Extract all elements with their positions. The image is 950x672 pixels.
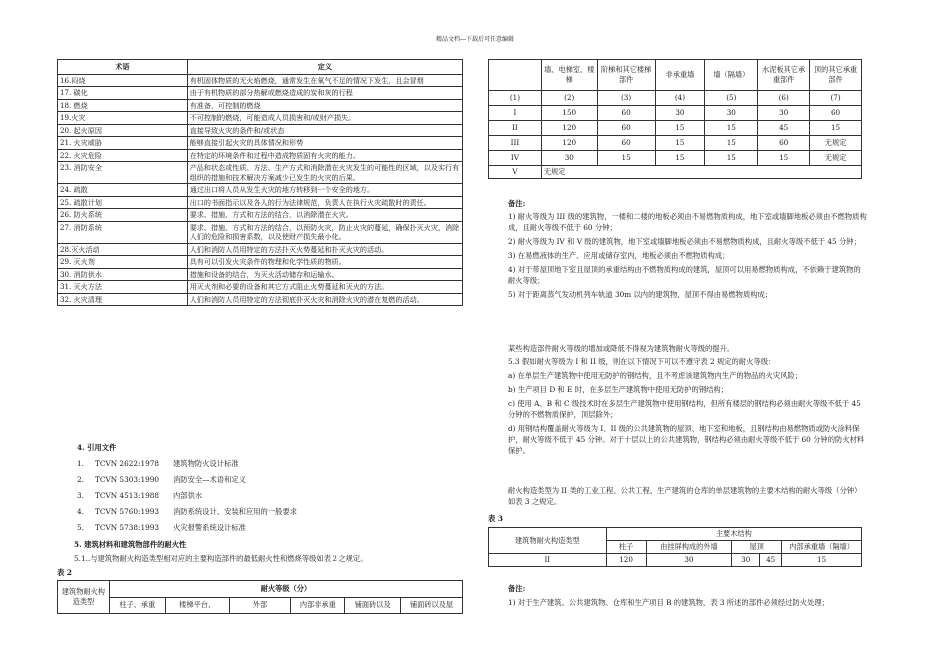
rating-header-row-cell: 非承重墙 (655, 60, 705, 91)
rating-row-cell: 30 (655, 106, 705, 121)
ref-title: 火灾报警系统设计标准 (173, 523, 246, 532)
terms-row (58, 149, 463, 162)
sec53-item: c) 使用 A、B 和 C 级技术时在多层生产建筑物中使用钢结构，但所有楼层的钢结构必须由耐火等级不低于 45 分钟的不燃物质保护，顶层除外； (508, 399, 861, 419)
rating-row-cell: 15 (810, 121, 862, 136)
terms-row (58, 137, 463, 150)
ref-title: 消防系统设计、安装和应用的一般要求 (173, 507, 298, 516)
terms-definition-cell: 直接导致火灾的条件和/或状态 (187, 124, 462, 137)
ref-item (77, 491, 457, 507)
terms-definition-cell: 通过出口将人员从发生火灾的地方转移到一个安全的地方。 (187, 184, 462, 197)
rating-row-cell: 30 (541, 151, 597, 166)
terms-term-cell: 18. 燃烧 (58, 99, 188, 112)
terms-definition-cell: 有机固体物质的无火焰燃烧，通常发生在氧气不足的情况下发生，且会冒烟 (187, 74, 462, 87)
ref-title: 消防安全—术语和定义 (173, 475, 246, 484)
terms-definition-cell: 措施和设备的结合，为灭火活动储存和运输水。 (187, 268, 462, 281)
rating-row-cell: 15 (705, 136, 758, 151)
terms-row (58, 293, 463, 306)
table3-group-header: 主要木结构 (606, 528, 861, 541)
terms-term-cell: 26. 防火系统 (58, 209, 188, 222)
terms-row (58, 268, 463, 281)
ref-item (77, 459, 457, 475)
rating-row-cell: 15 (655, 136, 705, 151)
table2-header (57, 580, 463, 614)
rating-header-row-cell: 墙、电梯室、楼梯 (541, 60, 597, 91)
terms-definition-cell: 要求、措施、方式和方法的结合，以预防火灾，防止火灾的蔓延，确保扑灭火灾，消除人们的危险和损害系数，以及使财产损失最小化。 (187, 221, 462, 243)
note-item: 1) 耐火等级为 III 级的建筑物，一楼和二楼的地板必须由不易燃物质构成，地下室或墙脚地板必须由不燃物质构成，且耐火等级不低于 60 分钟； (508, 212, 867, 232)
rating-row-cell: 30 (758, 106, 810, 121)
terms-row (58, 87, 463, 100)
terms-definition-cell: 具有可以引发火灾条件的物理和化学性质的物质。 (187, 256, 462, 269)
notes-title: 备注: (508, 199, 526, 208)
terms-row (58, 124, 463, 137)
terms-row (58, 209, 463, 222)
table3-sub-header: 由挂屏构成的外墙 (646, 541, 732, 554)
table2-sub-header: 铺面砖以及屋 (401, 597, 463, 614)
rating-row-cell: 120 (541, 121, 597, 136)
table3-cell: 15 (782, 554, 862, 567)
terms-term-cell: 30. 消防供水 (58, 268, 188, 281)
terms-definition-cell: 人们和消防人员用特定的方法彻底扑灭火灾和消除火灾的潜在复燃的活动。 (187, 293, 462, 306)
note-item: 3) 在易燃液体的生产、应用或储存室内，地板必须由不燃物质构成； (508, 251, 730, 260)
terms-definition-cell: 出口的书面指示以及各人的行为法律规范，负责人在执行火灾疏散时的责任。 (187, 196, 462, 209)
terms-term-cell: 17. 碳化 (58, 87, 188, 100)
terms-row (58, 196, 463, 209)
terms-row (58, 99, 463, 112)
rating-header-row-cell: 墙（隔墙） (705, 60, 758, 91)
sec53-title: 5.3 假如耐火等级为 I 和 II 级，则在以下情况下可以不遵守表 2 规定的耐火等级： (508, 357, 776, 366)
note-extra: 某些构造部件耐火等级的增加或降低不得视为建筑物耐火等级的提升。 (508, 344, 735, 353)
rating-row-cell: 无规定 (810, 151, 862, 166)
rating-header-row-cell (489, 60, 542, 91)
sec53-item: b) 生产项目 D 和 E 时，在多层生产建筑物中使用无防护的钢结构； (508, 385, 729, 394)
rating-number-row-cell: (6) (758, 91, 810, 106)
terms-table (57, 59, 463, 306)
rating-row-cell: V (489, 166, 542, 179)
terms-term-cell: 21. 火灾威胁 (58, 137, 188, 150)
table2-sub-header: 内部非承重 (291, 597, 345, 614)
table3-cell: 45 (760, 554, 782, 567)
ref-item (77, 523, 457, 539)
rating-row (489, 106, 862, 121)
rating-row-cell: 60 (758, 136, 810, 151)
notes2-item: 1) 对于生产建筑、公共建筑物、仓库和生产项目 B 的建筑物，表 3 所述的部件必须经过防火处理； (508, 598, 829, 607)
ref-code: TCVN 2622:1978 (95, 459, 160, 468)
table3-cell: 30 (646, 554, 732, 567)
rating-row-cell: 120 (541, 136, 597, 151)
table3-sub-header: 内部承重墙（隔墙） (782, 541, 862, 554)
ref-number: 5. (77, 523, 84, 532)
rating-row-cell: 60 (597, 136, 655, 151)
rating-row-cell: 15 (655, 121, 705, 136)
table2-sub-header: 柱子、承重 (109, 597, 165, 614)
rating-row-cell: 15 (655, 151, 705, 166)
ref-code: TCVN 5303:1990 (95, 475, 160, 484)
sec5-paragraph: 5.1..与建筑物耐火构造类型相对应的主要构造部件的最低耐火性和燃烧等级如表２之规定。 (74, 554, 368, 563)
rating-header-row-cell: 阶梯和其它楼梯部件 (597, 60, 655, 91)
rating-row-cell: 15 (758, 151, 810, 166)
terms-definition-cell: 能够直接引起火灾的具体情况和形势 (187, 137, 462, 150)
page-header: 精品文档---下载后可任意编辑 (435, 36, 515, 43)
rating-row (489, 136, 862, 151)
terms-row (58, 256, 463, 269)
note-item: 2) 耐火等级为 IV 和 V 级的建筑物，地下室或墙脚地板必须由不易燃物质构成，且耐火等级不低于 45 分钟； (508, 237, 861, 246)
table3-sub-header: 屋顶 (732, 541, 782, 554)
rating-row-cell: II (489, 121, 542, 136)
refs-list (77, 459, 457, 539)
ref-title: 建筑物防火设计标准 (173, 459, 239, 468)
terms-header-term: 术语 (58, 60, 188, 75)
ref-number: 1. (77, 459, 84, 468)
table3-type-header: 建筑物耐火构造类型 (489, 528, 607, 554)
rating-row-cell: 30 (705, 106, 758, 121)
refs-title: 4. 引用文件 (77, 443, 117, 452)
table2-label: 表 2 (57, 568, 72, 577)
rating-number-row-cell: (1) (489, 91, 542, 106)
terms-row (58, 162, 463, 184)
sec5-title: 5. 建筑材料和建筑物部件的耐火性 (74, 540, 187, 549)
terms-header-definition: 定义 (187, 60, 462, 75)
terms-term-cell: 28.灭火活动 (58, 243, 188, 256)
terms-definition-cell: 由于有机物质的部分热解或燃烧造成的炭和灰的行程 (187, 87, 462, 100)
terms-term-cell: 20. 起火原因 (58, 124, 188, 137)
rating-row-cell: III (489, 136, 542, 151)
ref-item (77, 475, 457, 491)
rating-row-cell: 15 (597, 151, 655, 166)
table2-type-header: 建筑物耐火构造类型 (58, 581, 110, 614)
note-item: 4) 对于带屋顶地下室且屋顶的承重结构由不燃物质构成的建筑，屋顶可以用易燃物质构成，不依赖于建筑物的耐火等级； (508, 265, 861, 285)
terms-term-cell: 25. 疏散计划 (58, 196, 188, 209)
terms-term-cell: 16.闷烧 (58, 74, 188, 87)
rating-number-row-cell: (3) (597, 91, 655, 106)
terms-term-cell: 24. 疏散 (58, 184, 188, 197)
rating-row-cell: 60 (597, 121, 655, 136)
para-after: 耐火构造类型为 II 类的工业工程、公共工程、生产建筑的仓库的单层建筑物的主要木结构的耐火等级（分钟）如表 3 之规定。 (508, 486, 862, 506)
terms-definition-cell: 用灭火剂和必要的设备和其它方式阻止火势蔓延和灭火的方法。 (187, 281, 462, 294)
terms-term-cell: 23. 消防安全 (58, 162, 188, 184)
terms-term-cell: 19.火灾 (58, 112, 188, 125)
ref-number: 4. (77, 507, 84, 516)
rating-header-row-cell: 顶的其它承重部件 (810, 60, 862, 91)
sec53-item: d) 用钢结构覆盖耐火等级为 I、II 级的公共建筑物的屋顶、地下室和地板，且钢结构由易燃物质或防火涂料保护，耐火等级不低于 45 分钟。对于十层以上的公共建筑物，钢结构必须由耐火等级不低于 60 分钟的防火材料保护。 (508, 424, 865, 455)
table3-cell: 120 (606, 554, 646, 567)
table3 (488, 527, 862, 567)
rating-row-cell: 无规定 (810, 136, 862, 151)
rating-row-cell: 60 (597, 106, 655, 121)
terms-row (58, 112, 463, 125)
rating-row (489, 166, 862, 179)
rating-number-row-cell: (4) (655, 91, 705, 106)
terms-row (58, 281, 463, 294)
note-item: 5) 对于距离蒸气发动机列车轨道 30m 以内的建筑物，屋顶不得由易燃物质构成； (508, 290, 773, 299)
rating-row-cell: 60 (810, 106, 862, 121)
rating-number-row-cell: (2) (541, 91, 597, 106)
terms-term-cell: 22. 火灾危险 (58, 149, 188, 162)
rating-row-cell: 45 (758, 121, 810, 136)
ref-code: TCVN 5738:1993 (95, 523, 160, 532)
ref-code: TCVN 4513:1988 (95, 491, 160, 500)
rating-number-row (489, 91, 862, 106)
sec53-item: a) 在单层生产建筑物中使用无防护的钢结构，且不考虑该建筑物内生产的物品的火灾风险； (508, 371, 803, 380)
table2-sub-header: 铺面砖以及 (345, 597, 401, 614)
table3-label: 表 3 (488, 514, 503, 523)
terms-row (58, 243, 463, 256)
ref-number: 2. (77, 475, 84, 484)
terms-row (58, 74, 463, 87)
terms-definition-cell: 有准备，可控制的燃烧 (187, 99, 462, 112)
rating-number-row-cell: (5) (705, 91, 758, 106)
table2-sub-header: 楼梯平台、 (165, 597, 229, 614)
table3-sub-header: 柱子 (606, 541, 646, 554)
terms-definition-cell: 不可控制的燃烧，可能造成人员损害和/或财产损失。 (187, 112, 462, 125)
rating-row-cell: 15 (705, 151, 758, 166)
terms-definition-cell: 人们和消防人员用特定的方法扑灭火势蔓延和扑灭火灾的活动。 (187, 243, 462, 256)
rating-header-row-cell: 水泥板其它承重部件 (758, 60, 810, 91)
rating-row-cell: I (489, 106, 542, 121)
table3-cell: II (489, 554, 607, 567)
fire-rating-table (488, 59, 862, 179)
ref-item (77, 507, 457, 523)
terms-term-cell: 29. 灭火剂 (58, 256, 188, 269)
terms-row (58, 184, 463, 197)
sec53-list (508, 370, 868, 459)
ref-code: TCVN 5760:1993 (95, 507, 160, 516)
rating-row-cell: 15 (705, 121, 758, 136)
rating-row (489, 121, 862, 136)
rating-row (489, 151, 862, 166)
terms-term-cell: 27. 消防系统 (58, 221, 188, 243)
terms-row (58, 221, 463, 243)
terms-term-cell: 32. 火灾清理 (58, 293, 188, 306)
rating-row-cell: 无规定 (541, 166, 861, 179)
table2-sub-header: 外部 (229, 597, 291, 614)
notes-list (508, 211, 868, 303)
table3-cell: 30 (732, 554, 760, 567)
terms-definition-cell: 在特定的环境条件和过程中造成物质固有火灾的能力。 (187, 149, 462, 162)
notes2-title: 备注: (508, 584, 526, 593)
ref-title: 内部供水 (173, 491, 203, 500)
rating-row-cell: IV (489, 151, 542, 166)
rating-header-row (489, 60, 862, 91)
rating-number-row-cell: (7) (810, 91, 862, 106)
table2-group-header: 耐火等级（分） (109, 581, 462, 598)
terms-definition-cell: 要求、措施、方式和方法的结合，以消除潜在火灾。 (187, 209, 462, 222)
terms-term-cell: 31. 灭火方法 (58, 281, 188, 294)
ref-number: 3. (77, 491, 84, 500)
terms-definition-cell: 产品和状态或性质、方法、生产方式和消除潜在火灾发生的可能性的区域，以及实行有组织的措施和技术解决方案减少已发生的火灾的后果。 (187, 162, 462, 184)
rating-row-cell: 150 (541, 106, 597, 121)
